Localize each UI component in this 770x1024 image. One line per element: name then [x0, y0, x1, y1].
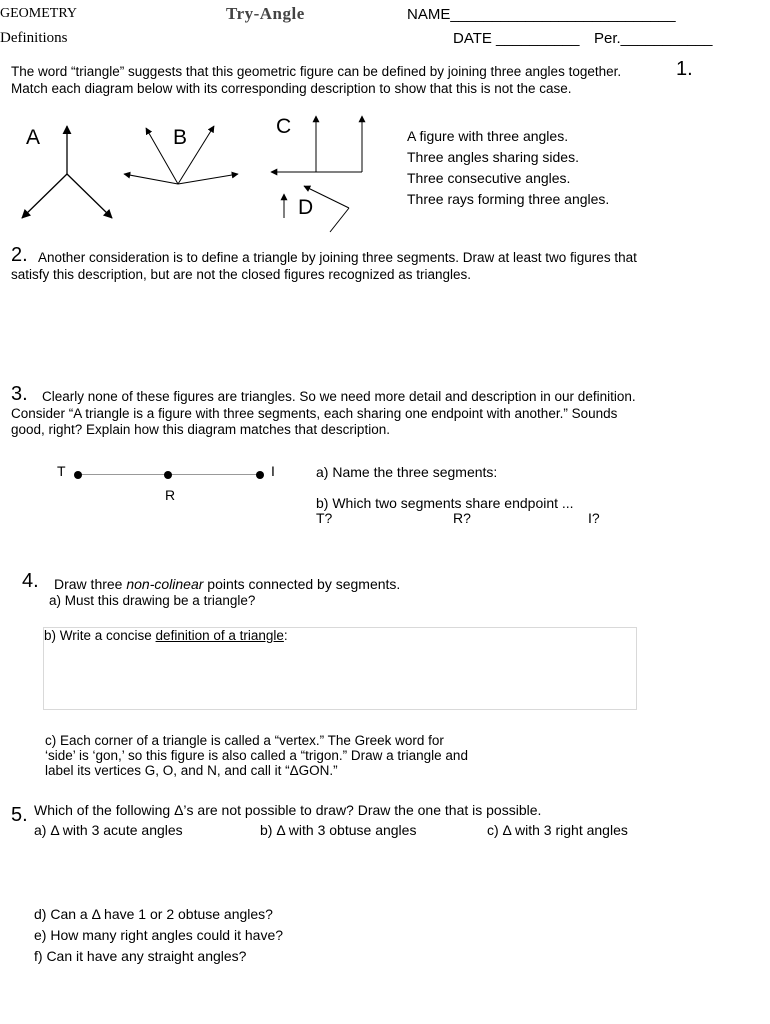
q4-intro-em: non-colinear	[126, 576, 204, 592]
diagram-label-a: A	[26, 126, 41, 149]
q4b-after: :	[283, 628, 288, 643]
period-field[interactable]: Per.___________	[594, 30, 713, 47]
q3b-text: b) Which two segments share endpoint ...	[316, 495, 574, 511]
diagram-label-c: C	[276, 115, 292, 138]
point-t	[74, 471, 82, 479]
description-2: Three angles sharing sides.	[407, 149, 579, 165]
q4c-line1: c) Each corner of a triangle is called a “vertex.” The Greek word for	[45, 733, 444, 748]
q4-number: 4.	[22, 570, 39, 592]
diagram-label-b: B	[173, 126, 188, 149]
q4-intro-before: Draw three	[54, 576, 127, 592]
q1-text-line1: The word “triangle” suggests that this geometric figure can be defined by joining three angles together.	[11, 64, 622, 79]
q4a-text: a) Must this drawing be a triangle?	[49, 593, 256, 608]
tri-segment-diagram	[78, 474, 278, 476]
q1-number: 1.	[676, 58, 693, 80]
description-4: Three rays forming three angles.	[407, 191, 610, 207]
q5d-text: d) Can a Δ have 1 or 2 obtuse angles?	[34, 906, 273, 922]
q5e-text: e) How many right angles could it have?	[34, 927, 284, 943]
q3b-endpoint-r: R?	[453, 510, 471, 526]
q4c-line2: ‘side’ is ‘gon,’ so this figure is also called a “trigon.” Draw a triangle and	[45, 748, 468, 763]
topic-label: Definitions	[0, 30, 68, 46]
point-i-label: I	[271, 463, 275, 479]
q4b-text	[44, 628, 288, 643]
q2-text-line1: Another consideration is to define a triangle by joining three segments. Draw at least two figures that	[38, 250, 637, 265]
diagram-d	[284, 186, 349, 232]
worksheet-title: Try-Angle	[226, 4, 305, 23]
q3b-endpoint-i: I?	[588, 510, 600, 526]
q4-intro-after: points connected by segments.	[203, 576, 401, 592]
q1-ray-diagrams	[0, 110, 400, 230]
description-3: Three consecutive angles.	[407, 170, 571, 186]
q4c-line3: label its vertices G, O, and N, and call it “ΔGON.”	[45, 763, 338, 778]
point-r-label: R	[165, 487, 176, 503]
q5a-text: a) Δ with 3 acute angles	[34, 822, 183, 838]
q5-intro: Which of the following Δ’s are not possible to draw? Draw the one that is possible.	[34, 802, 542, 818]
subject-label: GEOMETRY	[0, 6, 77, 21]
q1-descriptions	[407, 126, 609, 210]
q3-text-line1: Clearly none of these figures are triangles. So we need more detail and description in our definition.	[42, 389, 636, 404]
q2-text-line2: satisfy this description, but are not the closed figures recognized as triangles.	[11, 267, 471, 282]
diagram-label-d: D	[298, 196, 314, 219]
q2-number: 2.	[11, 244, 28, 266]
point-i	[256, 471, 264, 479]
q5b-text: b) Δ with 3 obtuse angles	[260, 822, 417, 838]
q4-intro	[54, 576, 400, 592]
q3a-text: a) Name the three segments:	[316, 464, 498, 480]
q5c-text: c) Δ with 3 right angles	[487, 822, 628, 838]
q3-text-line3: good, right? Explain how this diagram matches that description.	[11, 422, 390, 437]
q1-text-line2: Match each diagram below with its corresponding description to show that this is not the case.	[11, 81, 572, 96]
date-field[interactable]: DATE __________	[453, 30, 580, 47]
q5-number: 5.	[11, 804, 28, 826]
q3b-endpoint-t: T?	[316, 510, 333, 526]
name-field[interactable]: NAME___________________________	[407, 6, 676, 23]
q3-number: 3.	[11, 383, 28, 405]
description-1: A figure with three angles.	[407, 128, 569, 144]
point-t-label: T	[57, 463, 66, 479]
q4b-before: b) Write a concise	[44, 628, 156, 643]
q5f-text: f) Can it have any straight angles?	[34, 948, 247, 964]
q4b-underlined: definition of a triangle	[155, 628, 284, 643]
point-r	[164, 471, 172, 479]
q3-text-line2: Consider “A triangle is a figure with three segments, each sharing one endpoint with another.” Sounds	[11, 406, 618, 421]
